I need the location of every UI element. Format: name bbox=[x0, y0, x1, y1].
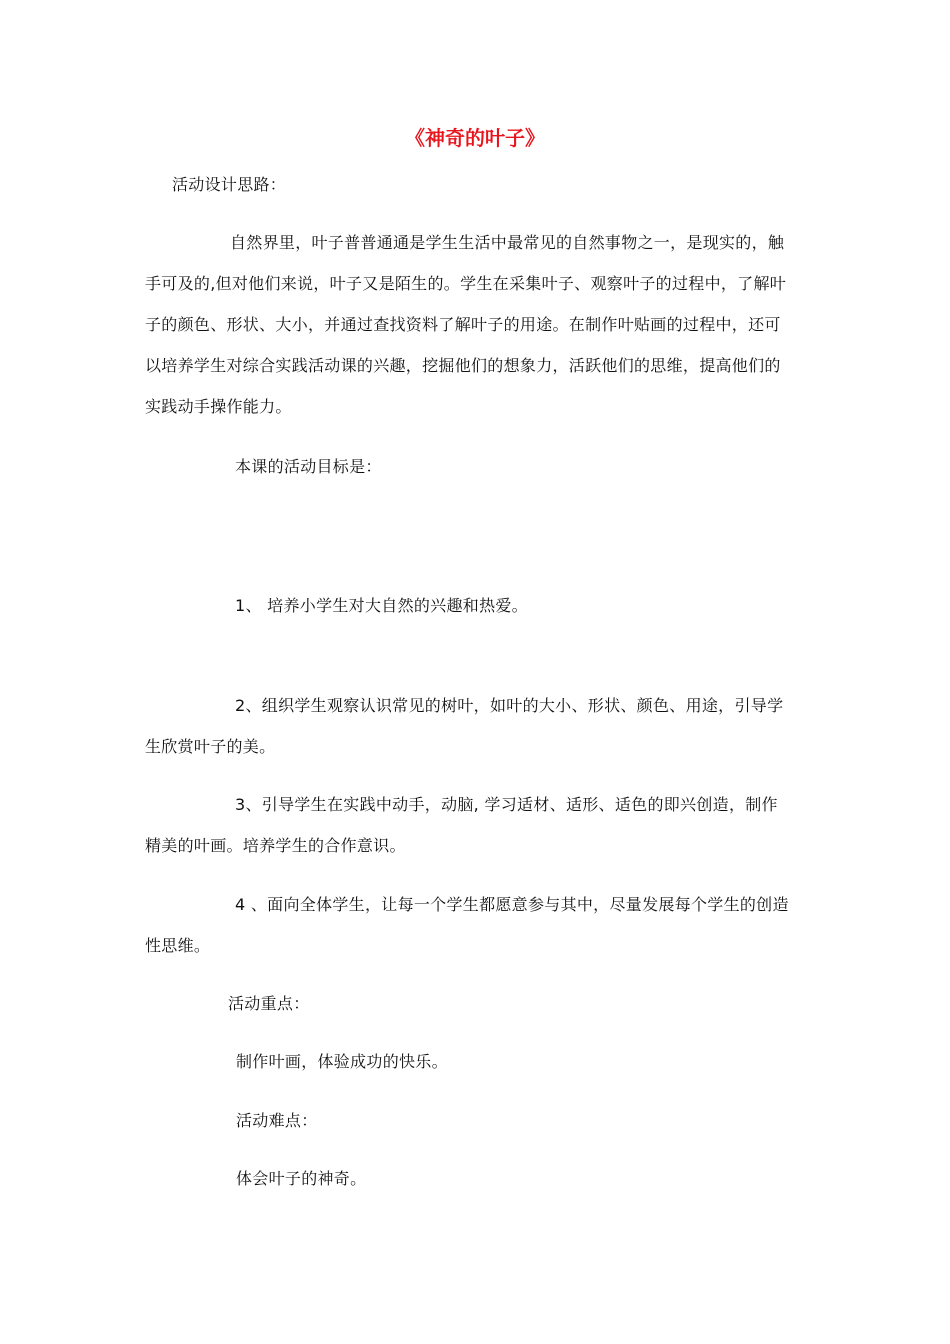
design-line-5: 实践动手操作能力。 bbox=[145, 397, 292, 416]
design-line-3: 子的颜色、形状、大小，并通过查找资料了解叶子的用途。在制作叶贴画的过程中，还可 bbox=[145, 315, 781, 334]
goal-2-line-1: 2、组织学生观察认识常见的树叶，如叶的大小、形状、颜色、用途，引导学 bbox=[235, 696, 784, 715]
goal-2-line-2: 生欣赏叶子的美。 bbox=[145, 737, 276, 756]
key-text: 制作叶画，体验成功的快乐。 bbox=[236, 1052, 448, 1071]
design-line-1: 自然界里，叶子普普通通是学生生活中最常见的自然事物之一，是现实的，触 bbox=[230, 233, 785, 252]
goal-1: 1、 培养小学生对大自然的兴趣和热爱。 bbox=[235, 596, 528, 615]
design-line-2: 手可及的,但对他们来说，叶子又是陌生的。学生在采集叶子、观察叶子的过程中，了解叶 bbox=[145, 274, 787, 293]
goal-3-line-2: 精美的叶画。培养学生的合作意识。 bbox=[145, 836, 406, 855]
document-title: 《神奇的叶子》 bbox=[405, 126, 545, 150]
design-line-4: 以培养学生对综合实践活动课的兴趣，挖掘他们的想象力，活跃他们的思维，提高他们的 bbox=[145, 356, 781, 375]
goal-3-line-1: 3、引导学生在实践中动手，动脑, 学习适材、适形、适色的即兴创造，制作 bbox=[235, 795, 778, 814]
goal-4-line-1: 4 、面向全体学生，让每一个学生都愿意参与其中，尽量发展每个学生的创造 bbox=[235, 895, 789, 914]
design-heading: 活动设计思路： bbox=[172, 175, 287, 194]
goal-4-line-2: 性思维。 bbox=[145, 936, 211, 955]
difficulty-text: 体会叶子的神奇。 bbox=[236, 1169, 367, 1188]
difficulty-heading: 活动难点： bbox=[236, 1111, 318, 1130]
key-heading: 活动重点： bbox=[228, 994, 310, 1013]
goals-heading: 本课的活动目标是： bbox=[235, 457, 382, 476]
